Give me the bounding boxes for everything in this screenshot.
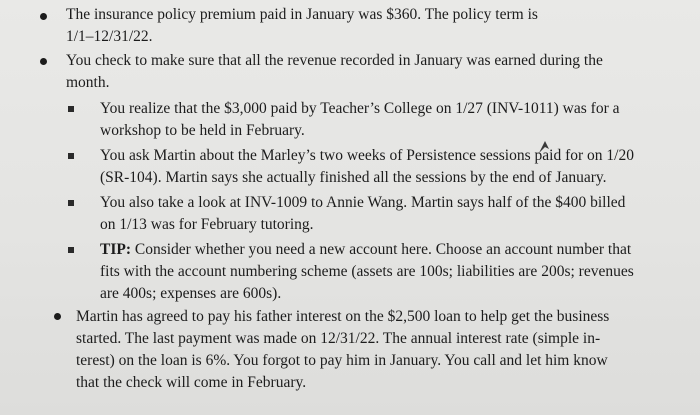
bullet-square [68,200,74,206]
paragraph-line: The insurance policy premium paid in January was $360. The policy term is [66,6,538,23]
bullet-square [68,106,74,112]
paragraph-line: month. [66,74,110,91]
bullet-square [68,153,74,159]
paragraph-line: You also take a look at INV-1009 to Annie Wang. Martin says half of the $400 billed [100,194,626,211]
paragraph-line: on 1/13 was for February tutoring. [100,216,314,233]
paragraph-line: 1/1–12/31/22. [66,28,153,45]
paragraph-line: started. The last payment was made on 12/31/22. The annual interest rate (simple in- [76,330,601,347]
paragraph-line: You realize that the $3,000 paid by Teacher’s College on 1/27 (INV-1011) was for a [100,100,620,117]
paragraph-line: workshop to be held in February. [100,122,305,139]
paragraph-line: that the check will come in February. [76,374,307,391]
paragraph-line [100,239,631,261]
paragraph-line: fits with the account numbering scheme (assets are 100s; liabilities are 200s; revenues [100,263,634,280]
tip-text: Consider whether you need a new account here. Choose an account number that [131,241,632,258]
bullet-square [68,247,74,253]
paragraph-line: (SR-104). Martin says she actually finished all the sessions by the end of January. [100,169,607,186]
paragraph-line: Martin has agreed to pay his father interest on the $2,500 loan to help get the business [76,308,610,325]
bullet-dot [40,13,47,20]
tip-label: TIP: [100,241,131,258]
paragraph-line: are 400s; expenses are 600s). [100,285,282,302]
bullet-dot [54,313,61,320]
bullet-dot [40,58,47,65]
paragraph-line: You ask Martin about the Marley’s two weeks of Persistence sessions paid for on 1/20 [100,147,634,164]
paragraph-line: You check to make sure that all the revenue recorded in January was earned during the [66,52,603,69]
paragraph-line: terest) on the loan is 6%. You forgot to pay him in January. You call and let him know [76,352,608,369]
